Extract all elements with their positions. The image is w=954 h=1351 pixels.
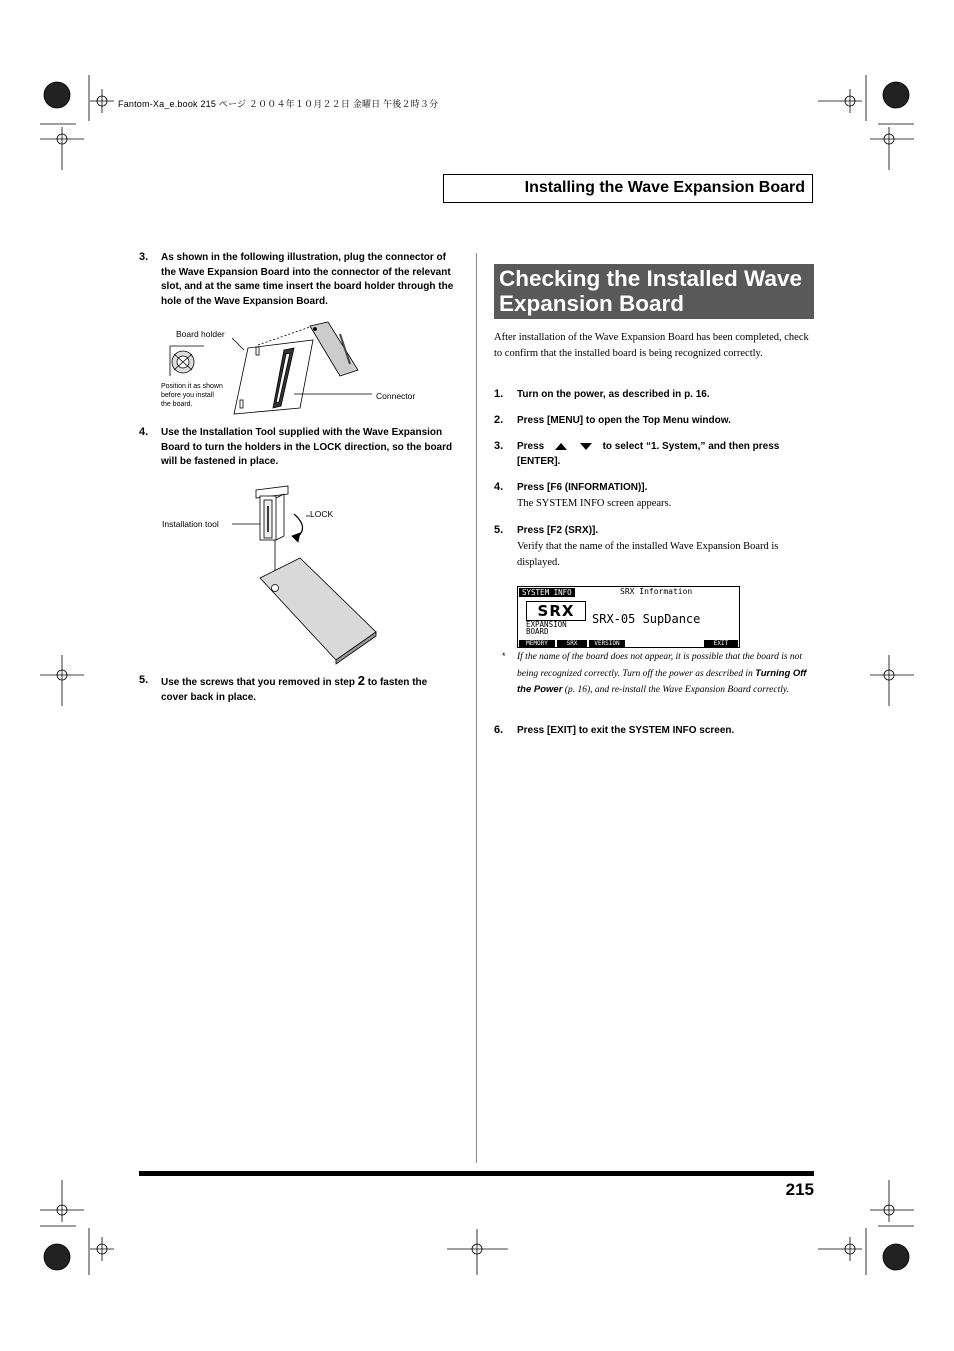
r-step-4-text: Press [F6 (INFORMATION)]. [517,482,648,493]
page-number: 215 [785,1180,814,1199]
up-arrow-icon [555,443,567,450]
srx-logo: SRX [526,601,586,621]
r-step-1-text: Turn on the power, as described in p. 16. [517,389,710,400]
step-3-text: As shown in the following illustration, plug the connector of the Wave Expansion Board into the connector of the relevant slot, and at the same time insert the board holder through the hole of the Wave Expansion Board. [161,252,454,307]
position-note-line-1: Position it as shown [161,383,223,390]
section-title: Installing the Wave Expansion Board [524,179,805,196]
intro-paragraph: After installation of the Wave Expansion Board has been completed, check to confirm that the installed board is being recognized correctly. [494,332,809,359]
lcd-board-name: SRX-05 SupDance [592,612,701,626]
lock-label: LOCK [310,509,334,519]
r-step-3-number: 3. [494,440,504,452]
r-step-2-text: Press [MENU] to open the Top Menu window. [517,415,731,426]
installation-tool-figure [160,480,390,665]
note-text-a: If the name of the board does not appear, it is possible that the board is not being recognized correctly. Turn off the power as described in [517,652,803,679]
lcd-btn-version: VERSION [589,640,625,647]
r-step-2-number: 2. [494,414,504,426]
r-step-4-number: 4. [494,481,504,493]
step-5-number: 5. [139,674,149,686]
note-link: Turning Off the Power [517,667,807,695]
r-step-5-sub: Verify that the name of the installed Wave Expansion Board is displayed. [517,541,779,568]
step-5-text-c: cover back in place. [161,691,257,703]
note-mark: * [502,651,506,661]
lcd-btn-srx: SRX [557,640,587,647]
chapter-heading [499,266,802,316]
step-5-text-b: to fasten the [364,677,428,688]
position-note-line-2: before you install [161,392,214,399]
r-step-3-text-a: Press [517,441,545,452]
system-info-lcd [517,586,740,648]
r-step-1-number: 1. [494,388,504,400]
r-step-3-text [517,440,817,469]
lcd-label-2: BOARD [526,627,549,636]
r-step-6-number: 6. [494,724,504,736]
note-text [517,650,815,699]
r-step-6-text: Press [EXIT] to exit the SYSTEM INFO screen. [517,725,735,736]
r-step-3-text-b: to select “1. System,” and then press [602,441,780,452]
step-5-ref: 2 [357,673,365,688]
r-step-4-sub: The SYSTEM INFO screen appears. [517,498,672,509]
r-step-5-text: Press [F2 (SRX)]. [517,525,599,536]
installation-tool-label: Installation tool [162,519,219,529]
step-5-text-a: Use the screws that you removed in step [161,677,358,688]
chapter-heading-line-2: Expansion Board [499,291,685,316]
lcd-btn-memory: MEMORY [519,640,555,647]
column-divider [476,253,477,1163]
r-step-3-text-c: [ENTER]. [517,455,561,467]
note-text-b: (p. 16), and re-install the Wave Expansion Board correctly. [562,685,789,695]
step-4-text: Use the Installation Tool supplied with the Wave Expansion Board to turn the holders in the LOCK direction, so the board will be fastened in place. [161,427,453,467]
step-5-text [161,674,461,705]
position-note-line-3: the board. [161,401,193,408]
r-step-5-number: 5. [494,524,504,536]
board-holder-label: Board holder [176,329,225,339]
chapter-heading-box [494,264,814,319]
connector-label: Connector [376,391,416,401]
lcd-title: SRX Information [620,587,693,596]
lcd-label-1: EXPANSION [526,620,567,629]
footer-rule [139,1171,814,1176]
print-header: Fantom-Xa_e.book 215 ページ ２００４年１０月２２日 金曜日 午後２時３分 [118,99,439,109]
chapter-heading-line-1: Checking the Installed Wave [499,266,802,291]
lcd-btn-exit: EXIT [704,640,738,647]
step-4-number: 4. [139,426,149,438]
lcd-tab: SYSTEM INFO [519,588,575,597]
section-header-box [443,174,813,203]
step-3-number: 3. [139,251,149,263]
down-arrow-icon [580,443,592,450]
